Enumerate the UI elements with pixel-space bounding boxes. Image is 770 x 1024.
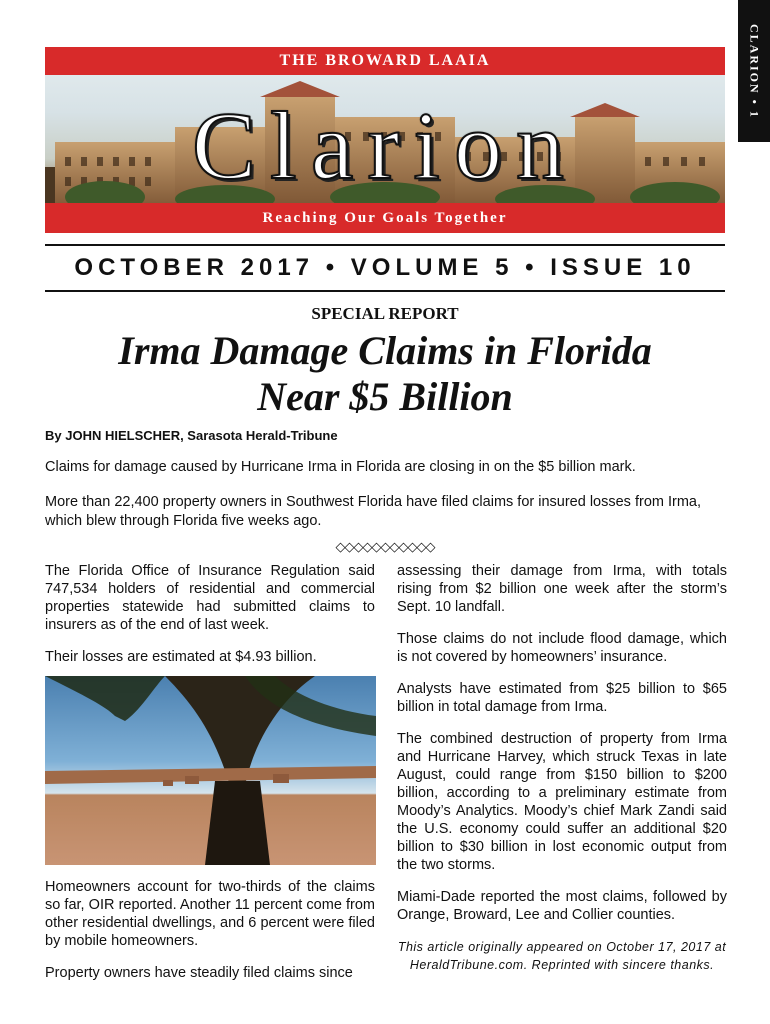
page-number-tab [738, 0, 770, 142]
page-number-label: CLARION • 1 [747, 23, 762, 119]
article-headline [45, 328, 725, 420]
body-paragraph: Miami-Dade reported the most claims, followed by Orange, Broward, Lee and Collier counties. [397, 889, 727, 923]
headline-line-2: Near $5 Billion [257, 374, 513, 419]
lead-paragraph-2: More than 22,400 property owners in Southwest Florida have filed claims for insured losses from Irma, which blew through Florida five weeks ago. [45, 494, 702, 529]
body-paragraph: assessing their damage from Irma, with totals rising from $2 billion one week after the storm’s Sept. 10 landfall. [397, 563, 727, 615]
body-paragraph: Homeowners account for two-thirds of the claims so far, OIR reported. Another 11 percent come from other residential dwellings, and 6 percent were filed by mobile homeowners. [45, 879, 375, 949]
issue-info: OCTOBER 2017 • VOLUME 5 • ISSUE 10 [74, 254, 696, 281]
body-paragraph: The combined destruction of property from Irma and Hurricane Harvey, which struck Texas in late August, could range from $150 billion to $200 billion, according to a preliminary estimate from Moody’s Analytics. Moody’s chief Mark Zandi said the U.S. economy could suffer an additional $20 billion to $30 billion in lost economic output from the two storms. [397, 731, 727, 873]
divider-bottom [45, 290, 725, 292]
storm-damage-photo [45, 676, 376, 865]
article-byline: By JOHN HIELSCHER, Sarasota Herald-Tribune [45, 428, 338, 443]
section-ornament: ◇◇◇◇◇◇◇◇◇◇◇ [335, 539, 435, 554]
right-column [397, 562, 727, 988]
body-paragraph: The Florida Office of Insurance Regulation said 747,534 holders of residential and commercial properties statewide had submitted claims to insurers as of the end of last week. [45, 563, 375, 633]
masthead-tagline: Reaching Our Goals Together [45, 203, 725, 233]
masthead-title: Clarion [192, 92, 578, 199]
body-paragraph: Their losses are estimated at $4.93 billion. [45, 649, 317, 665]
headline-line-1: Irma Damage Claims in Florida [118, 328, 652, 373]
lead-paragraph-1: Claims for damage caused by Hurricane Irma in Florida are closing in on the $5 billion mark. [45, 459, 636, 475]
section-kicker: SPECIAL REPORT [311, 304, 459, 323]
article-credit: This article originally appeared on October 17, 2017 at HeraldTribune.com. Reprinted with sincere thanks. [397, 940, 727, 972]
masthead [45, 47, 725, 233]
masthead-organization: THE BROWARD LAAIA [45, 47, 725, 75]
body-paragraph: Those claims do not include flood damage, which is not covered by homeowners’ insurance. [397, 631, 727, 665]
body-paragraph: Property owners have steadily filed claims since [45, 965, 353, 981]
divider-top [45, 244, 725, 246]
left-column-top [45, 562, 375, 680]
body-paragraph: Analysts have estimated from $25 billion to $65 billion in total damage from Irma. [397, 681, 727, 715]
left-column-bottom [45, 878, 375, 996]
